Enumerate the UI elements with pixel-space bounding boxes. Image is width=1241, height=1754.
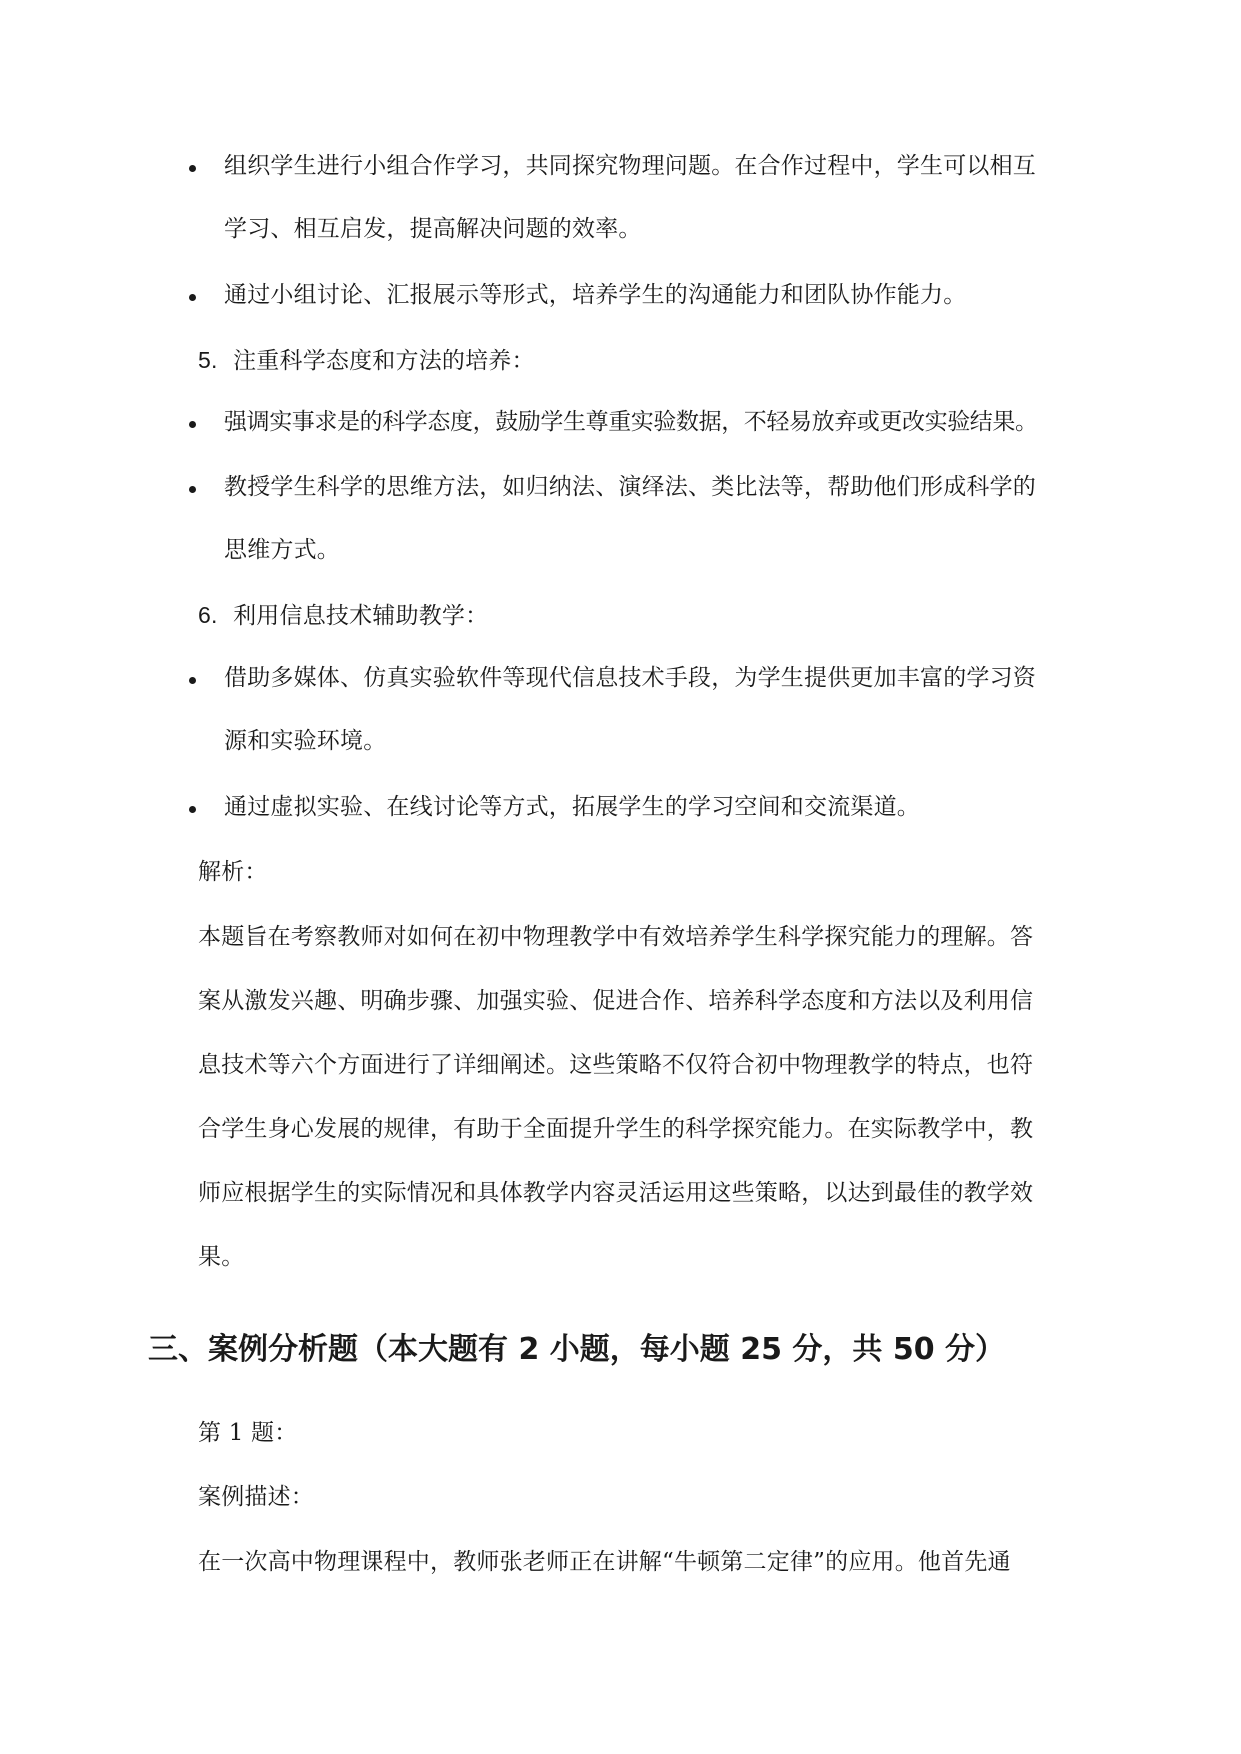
item-heading: 利用信息技术辅助教学： — [233, 603, 489, 629]
case-paragraph-line: 在一次高中物理课程中，教师张老师正在讲解“牛顿第二定律”的应用。他首先通 — [198, 1549, 1011, 1575]
case-label: 案例描述： — [198, 1484, 314, 1510]
list-item-text: 教授学生科学的思维方法，如归纳法、演绎法、类比法等，帮助他们形成科学的 — [224, 474, 1036, 500]
item-number: 6. — [198, 602, 218, 628]
list-item-text: 通过小组讨论、汇报展示等形式，培养学生的沟通能力和团队协作能力。 — [224, 282, 967, 308]
analysis-paragraph-line: 合学生身心发展的规律，有助于全面提升学生的科学探究能力。在实际教学中，教 — [198, 1116, 1034, 1142]
list-item-text: 源和实验环境。 — [224, 728, 387, 754]
bullet-icon — [189, 677, 196, 684]
numbered-item — [198, 599, 488, 632]
analysis-label: 解析： — [198, 859, 268, 885]
numbered-item — [198, 344, 535, 377]
analysis-paragraph-line: 本题旨在考察教师对如何在初中物理教学中有效培养学生科学探究能力的理解。答 — [198, 924, 1034, 950]
list-item-text: 强调实事求是的科学态度，鼓励学生尊重实验数据，不轻易放弃或更改实验结果。 — [224, 409, 1038, 435]
item-heading: 注重科学态度和方法的培养： — [233, 348, 535, 374]
analysis-paragraph-line: 案从激发兴趣、明确步骤、加强实验、促进合作、培养科学态度和方法以及利用信 — [198, 988, 1034, 1014]
analysis-paragraph-line: 息技术等六个方面进行了详细阐述。这些策略不仅符合初中物理教学的特点，也符 — [198, 1052, 1034, 1078]
bullet-icon — [189, 806, 196, 813]
section-heading: 三、案例分析题（本大题有 2 小题，每小题 25 分，共 50 分） — [148, 1332, 1006, 1367]
analysis-paragraph-line: 师应根据学生的实际情况和具体教学内容灵活运用这些策略，以达到最佳的教学效 — [198, 1180, 1034, 1206]
bullet-icon — [189, 421, 196, 428]
list-item-text: 思维方式。 — [224, 537, 340, 563]
list-item-text: 组织学生进行小组合作学习，共同探究物理问题。在合作过程中，学生可以相互 — [224, 153, 1036, 179]
bullet-icon — [189, 165, 196, 172]
item-number: 5. — [198, 347, 218, 373]
list-item-text: 学习、相互启发，提高解决问题的效率。 — [224, 216, 642, 242]
bullet-icon — [189, 294, 196, 301]
list-item-text: 通过虚拟实验、在线讨论等方式，拓展学生的学习空间和交流渠道。 — [224, 794, 920, 820]
analysis-paragraph-line: 果。 — [198, 1244, 245, 1270]
question-label: 第 1 题： — [198, 1420, 298, 1446]
list-item-text: 借助多媒体、仿真实验软件等现代信息技术手段，为学生提供更加丰富的学习资 — [224, 665, 1036, 691]
bullet-icon — [189, 486, 196, 493]
